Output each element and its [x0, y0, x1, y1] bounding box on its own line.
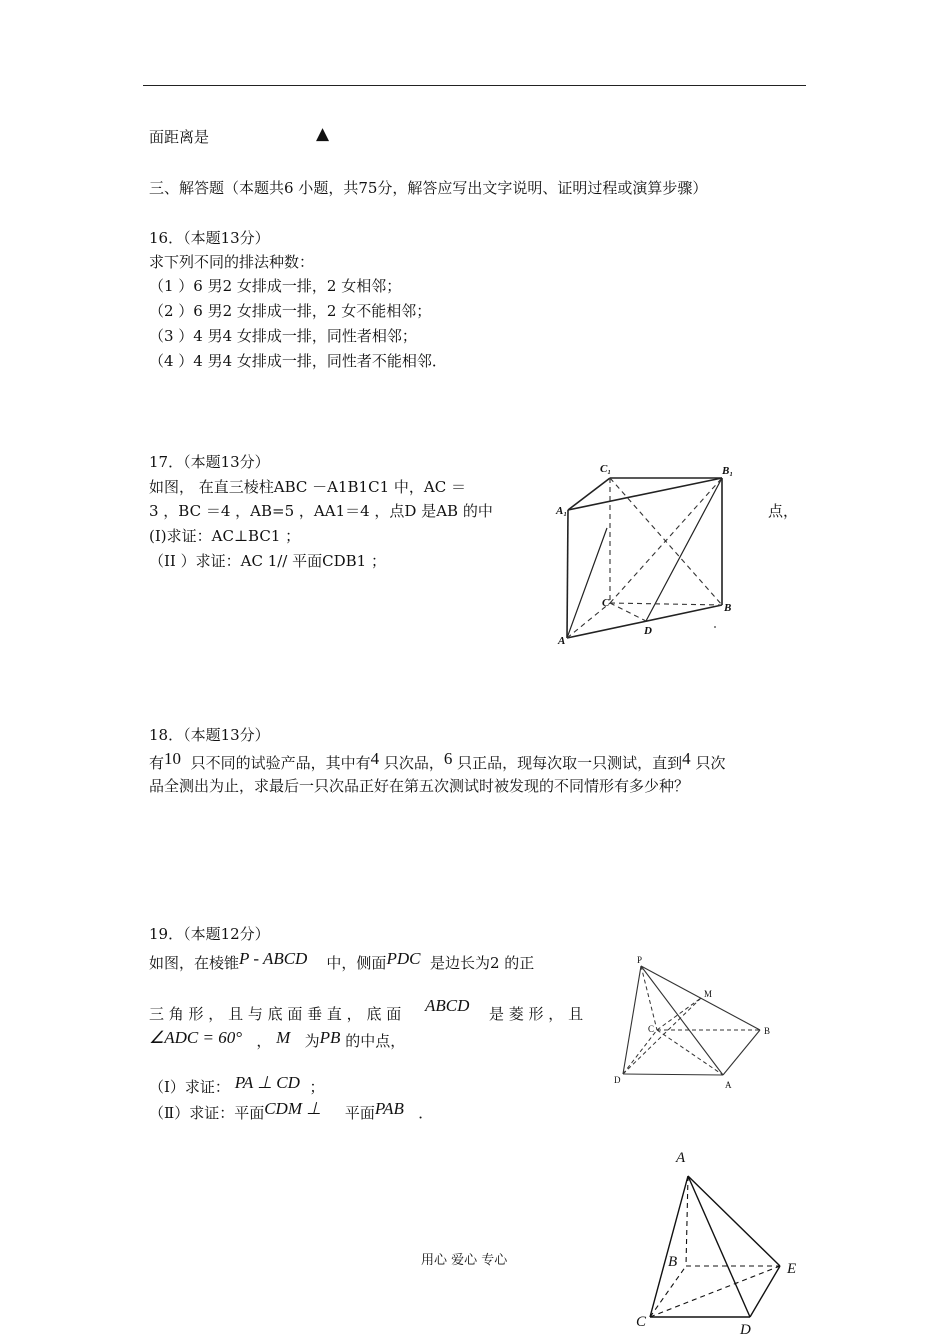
label-M: M	[704, 989, 713, 999]
q16-item: （2 ）6 男2 女排成一排，2 女不能相邻；	[149, 302, 432, 320]
label-B1: B₁	[722, 465, 734, 477]
q19-text: 的中点，	[345, 1032, 406, 1050]
q19-text: ，	[256, 1032, 272, 1050]
q17-header: 17．（本题13分）	[149, 453, 270, 471]
label-A1: A₁	[556, 505, 568, 517]
label-B: B	[764, 1026, 771, 1036]
q18-line1	[149, 750, 725, 776]
q18-header: 18．（本题13分）	[149, 726, 270, 744]
header-rule	[143, 85, 806, 86]
q19-pab-expr: PAB	[374, 1099, 404, 1118]
q19-pdc-expr: PDC	[386, 949, 421, 968]
q19-pa-cd-expr: PA ⊥ CD	[234, 1073, 300, 1092]
prism-figure	[552, 458, 752, 653]
section-heading: 三、解答题（本题共6 小题，共75分，解答应写出文字说明、证明过程或演算步骤）	[149, 179, 708, 197]
q19-pyramid-expr: P - ABCD	[239, 949, 308, 968]
q19-abcd-expr: ABCD	[425, 996, 470, 1015]
label-C1: C₁	[600, 463, 612, 475]
q18-text: 只次	[695, 754, 726, 772]
q19-line3	[149, 1028, 405, 1054]
q19-line2b: 是 菱 形 ， 且	[489, 1005, 584, 1023]
page-footer: 用心 爱心 专心	[421, 1253, 508, 1268]
q18-text: 只正品，现每次取一只测试，直到	[457, 754, 683, 772]
q18-number: 4	[682, 749, 691, 768]
q15-tail-text: 面距离是	[149, 128, 210, 146]
q18-text: 只次品，	[383, 754, 444, 772]
label-D: D	[644, 625, 652, 637]
label-P: P	[637, 955, 643, 965]
q19-part2	[149, 1100, 433, 1126]
q19-text: 是边长为2 的正	[429, 954, 535, 972]
q19-header: 19．（本题12分）	[149, 925, 270, 943]
q19-text: （Ⅰ）求证：	[149, 1078, 230, 1096]
label-D: D	[740, 1322, 751, 1338]
label-A: A	[676, 1150, 686, 1166]
pyramid-figure	[605, 952, 780, 1097]
bottom-pyramid-figure	[630, 1142, 810, 1344]
q16-item: （4 ）4 男4 女排成一排，同性者不能相邻．	[149, 352, 447, 370]
q17-line2: 3 ，BC ＝4 ，AB=5 ，AA1＝4 ，点D 是AB 的中	[149, 502, 493, 520]
q18-number: 10	[164, 749, 182, 768]
q18-text: 只不同的试验产品，其中有	[190, 754, 371, 772]
q17-part1: (I)求证：AC⊥BC1 ；	[149, 527, 301, 545]
q19-text: 平面	[344, 1104, 375, 1122]
q16-item: （1 ）6 男2 女排成一排，2 女相邻；	[149, 277, 402, 295]
label-C: C	[648, 1024, 655, 1034]
label-A: A	[725, 1080, 732, 1090]
q16-intro: 求下列不同的排法种数：	[149, 253, 315, 271]
q19-text: （Ⅱ）求证：平面	[149, 1104, 265, 1122]
q19-pb-expr: PB	[319, 1028, 341, 1047]
q18-line2: 品全测出为止，求最后一只次品正好在第五次测试时被发现的不同情形有多少种？	[149, 777, 690, 795]
q19-text: 中，侧面	[326, 954, 387, 972]
q19-part1	[149, 1074, 324, 1100]
q19-text: ；	[309, 1078, 325, 1096]
label-C: C	[636, 1314, 647, 1330]
q18-text: 有	[149, 754, 165, 772]
q19-cdm-expr: CDM ⊥	[264, 1099, 322, 1118]
q19-text: ．	[418, 1104, 434, 1122]
q19-text: 为	[304, 1032, 320, 1050]
q18-number: 4	[370, 749, 380, 768]
q19-text: 如图，在棱锥	[149, 954, 240, 972]
q18-number: 6	[443, 749, 453, 768]
q16-header: 16．（本题13分）	[149, 229, 270, 247]
label-B: B	[668, 1254, 678, 1270]
q19-line1	[149, 950, 534, 976]
label-D: D	[614, 1075, 621, 1085]
q17-line2-end: 点，	[768, 502, 799, 520]
answer-blank-triangle-icon: ▲	[316, 124, 330, 144]
q19-line2a: 三 角 形 ， 且 与 底 面 垂 直 ， 底 面	[149, 1005, 402, 1023]
label-E: E	[787, 1261, 797, 1277]
q17-line1: 如图， 在直三棱柱ABC －A1B1C1 中，AC ＝	[149, 478, 466, 496]
q19-angle-expr: ∠ADC = 60°	[149, 1028, 243, 1047]
label-B: B	[724, 602, 732, 614]
q19-m-expr: M	[276, 1028, 291, 1047]
q17-part2: （II ）求证：AC 1// 平面CDB1 ；	[149, 552, 386, 570]
label-C: C	[602, 597, 610, 609]
q16-item: （3 ）4 男4 女排成一排，同性者相邻；	[149, 327, 417, 345]
label-A: A	[558, 635, 566, 647]
